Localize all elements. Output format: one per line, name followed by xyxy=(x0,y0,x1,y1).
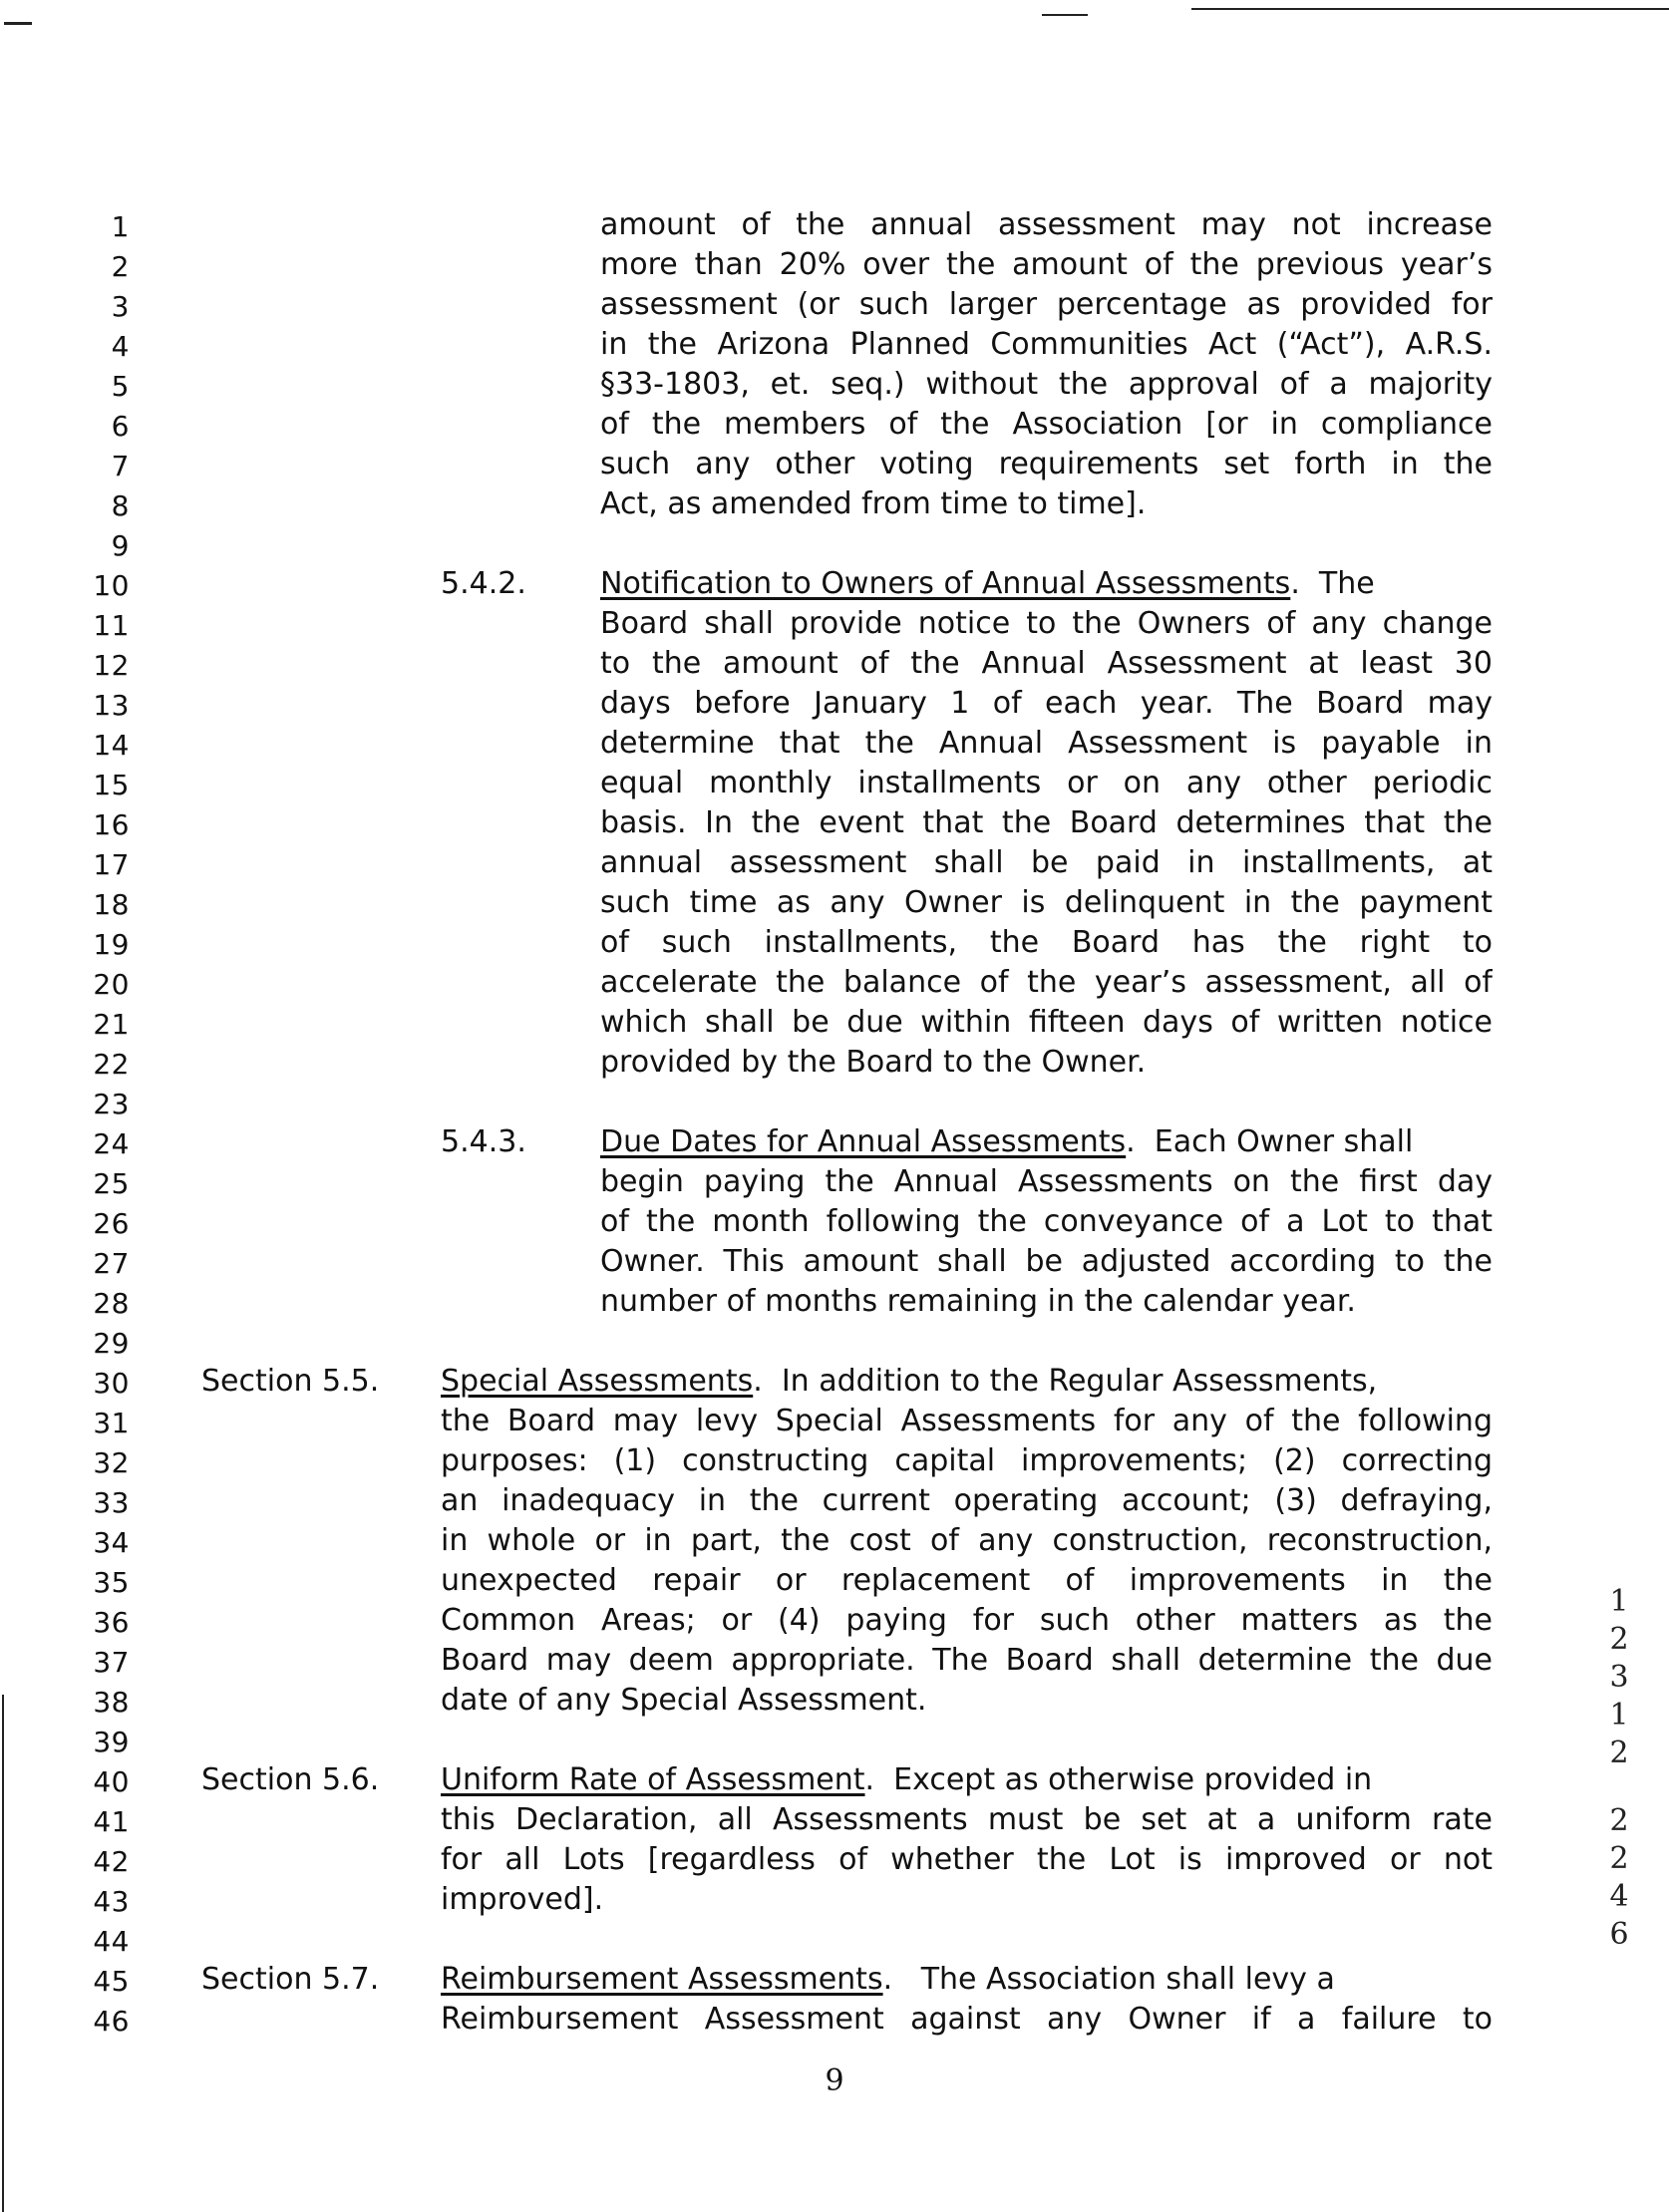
text-line: date of any Special Assessment. xyxy=(441,1683,927,1718)
text-line: to the amount of the Annual Assessment at least 30 xyxy=(600,646,1493,681)
line-number: 9 xyxy=(111,529,130,562)
line-number: 44 xyxy=(93,1925,130,1958)
line-number: 29 xyxy=(93,1327,130,1360)
stamp-digit: 2 xyxy=(1609,1841,1629,1876)
heading-trailing-text: . Except as otherwise provided in xyxy=(864,1762,1373,1797)
line-number: 39 xyxy=(93,1726,130,1758)
line-number: 23 xyxy=(93,1088,130,1120)
text-line: determine that the Annual Assessment is payable in xyxy=(600,726,1493,761)
line-number: 1 xyxy=(111,210,130,243)
text-line: provided by the Board to the Owner. xyxy=(600,1045,1147,1080)
text-line: Owner. This amount shall be adjusted according to the xyxy=(600,1244,1493,1279)
heading-trailing-text: . In addition to the Regular Assessments, xyxy=(753,1364,1378,1399)
recording-stamp xyxy=(1599,1583,1639,1954)
text-line: this Declaration, all Assessments must be set at a uniform rate xyxy=(441,1802,1493,1837)
stamp-digit: 2 xyxy=(1609,1736,1629,1770)
section-heading: Uniform Rate of Assessment xyxy=(441,1762,865,1797)
line-number: 16 xyxy=(93,808,130,841)
subsection-heading: Notification to Owners of Annual Assessments xyxy=(600,566,1291,601)
line-number: 2 xyxy=(111,250,130,283)
line-number: 21 xyxy=(93,1008,130,1041)
line-number: 13 xyxy=(93,689,130,722)
text-line: accelerate the balance of the year’s assessment, all of xyxy=(600,965,1493,1000)
section-label: Section 5.7. xyxy=(201,1962,380,1997)
text-line: for all Lots [regardless of whether the Lot is improved or not xyxy=(441,1842,1493,1877)
text-line: Common Areas; or (4) paying for such other matters as the xyxy=(441,1603,1493,1638)
line-number: 25 xyxy=(93,1167,130,1200)
section-label: Section 5.6. xyxy=(201,1762,380,1797)
line-number: 38 xyxy=(93,1686,130,1719)
line-number: 10 xyxy=(93,569,130,602)
line-number: 28 xyxy=(93,1287,130,1320)
line-number: 20 xyxy=(93,968,130,1001)
text-line: Reimbursement Assessment against any Owner if a failure to xyxy=(441,2002,1493,2037)
stamp-digit: 1 xyxy=(1609,1584,1629,1619)
line-number: 7 xyxy=(111,450,130,482)
text-line: Act, as amended from time to time]. xyxy=(600,486,1147,521)
stamp-digit: 2 xyxy=(1609,1803,1629,1838)
line-number: 8 xyxy=(111,489,130,522)
line-number: 40 xyxy=(93,1765,130,1798)
line-number: 15 xyxy=(93,769,130,801)
text-line: days before January 1 of each year. The Board may xyxy=(600,686,1493,721)
text-line: of the month following the conveyance of a Lot to that xyxy=(600,1204,1493,1239)
stamp-digit: 3 xyxy=(1609,1660,1629,1695)
line-number: 17 xyxy=(93,848,130,881)
line-number: 5 xyxy=(111,370,130,403)
text-line: unexpected repair or replacement of improvements in the xyxy=(441,1563,1493,1598)
scan-artifact-top-rule xyxy=(1042,14,1088,16)
scan-artifact-top-rule-long xyxy=(1191,8,1669,10)
line-number: 22 xyxy=(93,1048,130,1081)
text-line: in the Arizona Planned Communities Act (“Act”), A.R.S. xyxy=(600,327,1493,362)
stamp-gap xyxy=(1599,1772,1639,1802)
text-line: equal monthly installments or on any other periodic xyxy=(600,766,1493,800)
subsection-heading: Due Dates for Annual Assessments xyxy=(600,1124,1127,1159)
heading-trailing-text: . The Association shall levy a xyxy=(882,1962,1335,1997)
text-line: number of months remaining in the calendar year. xyxy=(600,1284,1356,1319)
text-line: in whole or in part, the cost of any construction, reconstruction, xyxy=(441,1523,1493,1558)
line-number: 4 xyxy=(111,330,130,363)
scan-artifact-corner-mark xyxy=(4,22,32,25)
line-number: 24 xyxy=(93,1127,130,1160)
line-number: 6 xyxy=(111,410,130,443)
line-number: 34 xyxy=(93,1526,130,1559)
text-line: of such installments, the Board has the right to xyxy=(600,925,1493,960)
line-number: 43 xyxy=(93,1885,130,1918)
text-line: purposes: (1) constructing capital improvements; (2) correcting xyxy=(441,1443,1493,1478)
line-number: 11 xyxy=(93,609,130,642)
text-line: §33-1803, et. seq.) without the approval of a majority xyxy=(600,367,1493,402)
text-line: the Board may levy Special Assessments for any of the following xyxy=(441,1404,1493,1438)
stamp-digit: 2 xyxy=(1609,1622,1629,1657)
section-label: Section 5.5. xyxy=(201,1364,380,1399)
line-number: 45 xyxy=(93,1965,130,1998)
line-number: 37 xyxy=(93,1646,130,1679)
line-number: 12 xyxy=(93,649,130,682)
heading-trailing-text: . The xyxy=(1290,566,1375,601)
section-heading: Special Assessments xyxy=(441,1364,754,1399)
text-line: begin paying the Annual Assessments on the first day xyxy=(600,1164,1493,1199)
line-number: 42 xyxy=(93,1845,130,1878)
stamp-digit: 1 xyxy=(1609,1698,1629,1733)
text-line: an inadequacy in the current operating account; (3) defraying, xyxy=(441,1483,1493,1518)
section-first-line xyxy=(441,1362,1493,1402)
line-number: 18 xyxy=(93,888,130,921)
subsection-number: 5.4.3. xyxy=(441,1124,526,1159)
text-line: of the members of the Association [or in compliance xyxy=(600,407,1493,442)
text-line: assessment (or such larger percentage as provided for xyxy=(600,287,1493,322)
line-number: 3 xyxy=(111,290,130,323)
text-line: such any other voting requirements set forth in the xyxy=(600,447,1493,481)
text-line: annual assessment shall be paid in installments, at xyxy=(600,845,1493,880)
section-first-line xyxy=(441,1760,1493,1800)
line-number: 26 xyxy=(93,1207,130,1240)
subsection-first-line xyxy=(600,1122,1493,1162)
line-number: 33 xyxy=(93,1486,130,1519)
stamp-digit: 6 xyxy=(1609,1917,1629,1952)
section-first-line xyxy=(441,1960,1493,2000)
text-line: more than 20% over the amount of the previous year’s xyxy=(600,247,1493,282)
line-number: 36 xyxy=(93,1606,130,1639)
line-number: 35 xyxy=(93,1566,130,1599)
text-line: basis. In the event that the Board determines that the xyxy=(600,805,1493,840)
line-number: 32 xyxy=(93,1446,130,1479)
page-number: 9 xyxy=(825,2063,844,2098)
line-number: 27 xyxy=(93,1247,130,1280)
stamp-digit: 4 xyxy=(1609,1879,1629,1914)
text-line: which shall be due within fifteen days of written notice xyxy=(600,1005,1493,1040)
line-number: 19 xyxy=(93,928,130,961)
heading-trailing-text: . Each Owner shall xyxy=(1126,1124,1414,1159)
line-number: 46 xyxy=(93,2005,130,2038)
text-line: such time as any Owner is delinquent in the payment xyxy=(600,885,1493,920)
line-number: 41 xyxy=(93,1805,130,1838)
line-number: 30 xyxy=(93,1367,130,1400)
subsection-first-line xyxy=(600,564,1493,604)
text-line: Board shall provide notice to the Owners of any change xyxy=(600,606,1493,641)
section-heading: Reimbursement Assessments xyxy=(441,1962,883,1997)
scan-artifact-left-edge xyxy=(2,1695,4,2212)
text-line: amount of the annual assessment may not increase xyxy=(600,207,1493,242)
text-line: Board may deem appropriate. The Board shall determine the due xyxy=(441,1643,1493,1678)
line-number: 31 xyxy=(93,1407,130,1439)
subsection-number: 5.4.2. xyxy=(441,566,526,601)
line-number: 14 xyxy=(93,729,130,762)
text-line: improved]. xyxy=(441,1882,604,1917)
